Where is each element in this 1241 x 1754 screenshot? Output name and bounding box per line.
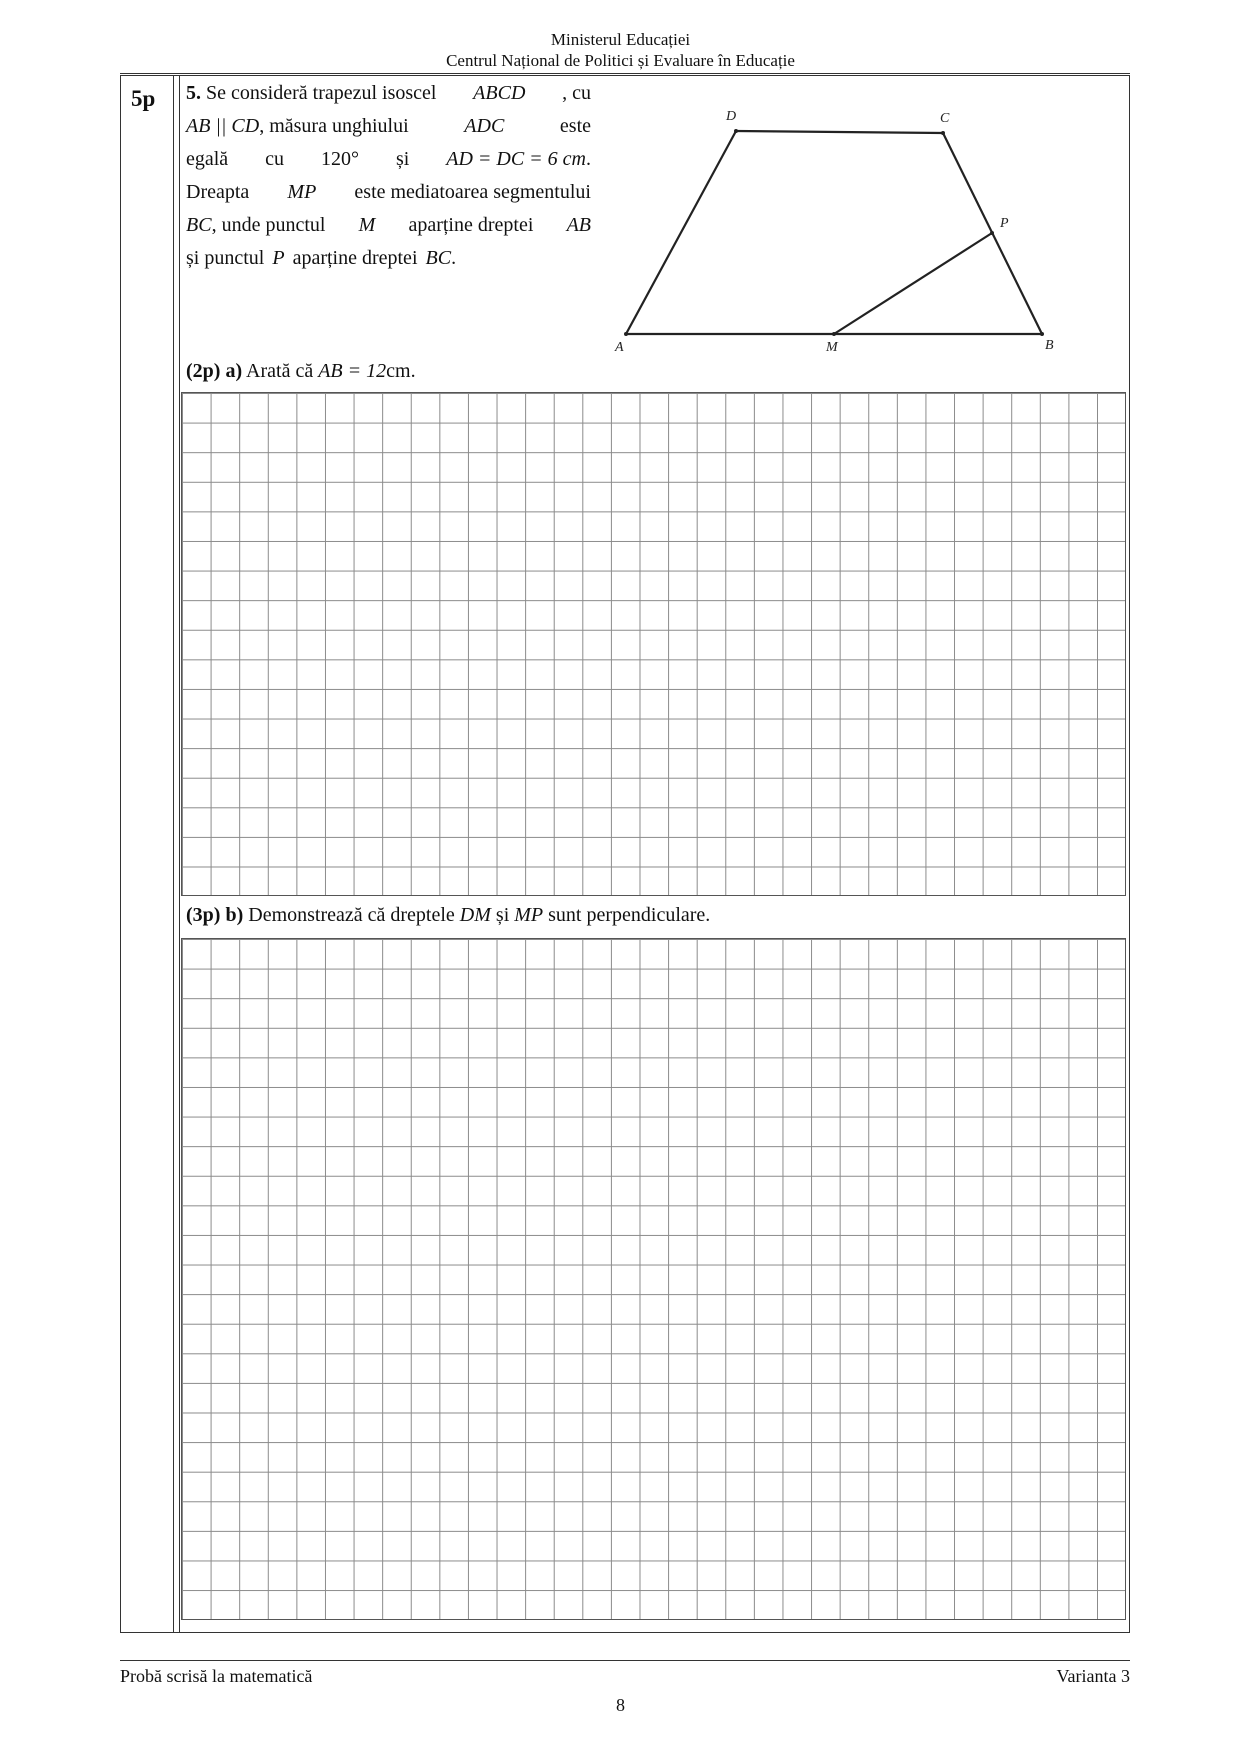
label-C: C: [940, 111, 950, 126]
trapezoid-figure: [610, 106, 1110, 356]
problem-number: 5.: [186, 82, 201, 104]
column-divider-1: [173, 75, 174, 1633]
label-A: A: [615, 340, 624, 355]
column-divider-2: [179, 75, 180, 1633]
problem-points: 5p: [131, 86, 156, 111]
footer-divider: [120, 1660, 1130, 1661]
page-number: 8: [616, 1695, 625, 1715]
statement-line-5: BC, unde punctul M aparține dreptei AB: [186, 214, 591, 236]
footer-variant: Varianta 3: [1056, 1666, 1130, 1686]
footer-exam-name: Probă scrisă la matematică: [120, 1666, 313, 1686]
header-divider: [120, 73, 1130, 74]
label-B: B: [1045, 338, 1054, 353]
statement-line-1: 5. Se consideră trapezul isoscel ABCD , cu: [186, 82, 591, 104]
segment-AD: [626, 131, 736, 334]
header-ministry: Ministerul Educației: [550, 30, 691, 49]
statement-line-4: Dreapta MP este mediatoarea segmentului: [186, 181, 591, 203]
label-M: M: [826, 340, 838, 355]
segment-DC: [736, 131, 943, 133]
statement-line-3: egală cu 120° și AD = DC = 6 cm.: [186, 148, 591, 170]
header-center: Centrul Național de Politici și Evaluare în Educație: [446, 51, 795, 70]
label-D: D: [726, 109, 737, 124]
label-P: P: [1000, 216, 1009, 231]
segment-MP: [834, 233, 992, 334]
part-b-question: (3p) b) Demonstrează că dreptele DM și MP sunt perpendiculare.: [186, 904, 711, 926]
point-M: [832, 332, 836, 336]
point-P: [990, 231, 994, 235]
point-C: [941, 131, 945, 135]
point-A: [624, 332, 628, 336]
answer-grid-a[interactable]: [181, 392, 1126, 896]
answer-grid-b[interactable]: [181, 938, 1126, 1620]
statement-line-2: AB || CD, măsura unghiului ADC este: [186, 115, 591, 137]
problem-statement: [186, 77, 591, 275]
point-B: [1040, 332, 1044, 336]
part-a-question: (2p) a) Arată că AB = 12cm.: [186, 360, 416, 382]
statement-line-6: și punctul P aparține dreptei BC.: [186, 247, 457, 269]
point-D: [734, 129, 738, 133]
